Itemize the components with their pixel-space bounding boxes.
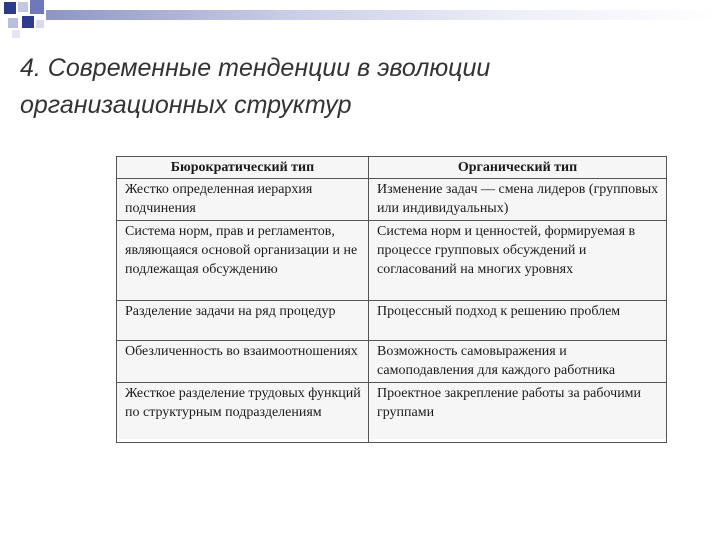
comparison-table bbox=[116, 156, 667, 443]
table-row bbox=[117, 383, 667, 443]
table-header-row bbox=[117, 157, 667, 179]
slide-title-line-1: 4. Современные тенденции в эволюции bbox=[20, 54, 491, 82]
header-organic: Органический тип bbox=[369, 157, 667, 179]
table-row bbox=[117, 221, 667, 301]
deco-square-2 bbox=[18, 2, 28, 12]
table-cell: Разделение задачи на ряд процедур bbox=[117, 301, 369, 341]
table-row bbox=[117, 301, 667, 341]
deco-square-6 bbox=[36, 20, 44, 28]
table-cell: Жесткое разделение трудовых функций по структурным подразделениям bbox=[117, 383, 369, 443]
deco-square-4 bbox=[8, 18, 18, 28]
table-row bbox=[117, 179, 667, 221]
deco-square-3 bbox=[30, 0, 44, 14]
table-cell: Обезличенность во взаимоотношениях bbox=[117, 341, 369, 383]
decorative-squares bbox=[0, 0, 720, 40]
table-cell: Система норм, прав и регламентов, являющаяся основой организации и не подлежащая обсуждению bbox=[117, 221, 369, 301]
table-cell: Процессный подход к решению проблем bbox=[369, 301, 667, 341]
decorative-gradient-bar bbox=[46, 10, 720, 20]
header-bureaucratic: Бюрократический тип bbox=[117, 157, 369, 179]
slide-title bbox=[20, 50, 710, 124]
deco-square-7 bbox=[12, 30, 20, 38]
comparison-table-image bbox=[116, 156, 666, 439]
table-cell: Система норм и ценностей, формируемая в процессе групповых обсуждений и согласований на многих уровнях bbox=[369, 221, 667, 301]
table-cell: Проектное закрепление работы за рабочими группами bbox=[369, 383, 667, 443]
deco-square-1 bbox=[4, 2, 16, 14]
slide-title-line-2: организационных структур bbox=[20, 91, 352, 119]
table-cell: Возможность самовыражения и самоподавления для каждого работника bbox=[369, 341, 667, 383]
table-cell: Жестко определенная иерархия подчинения bbox=[117, 179, 369, 221]
table-row bbox=[117, 341, 667, 383]
deco-square-5 bbox=[22, 16, 34, 28]
table-cell: Изменение задач — смена лидеров (групповых или индивидуальных) bbox=[369, 179, 667, 221]
